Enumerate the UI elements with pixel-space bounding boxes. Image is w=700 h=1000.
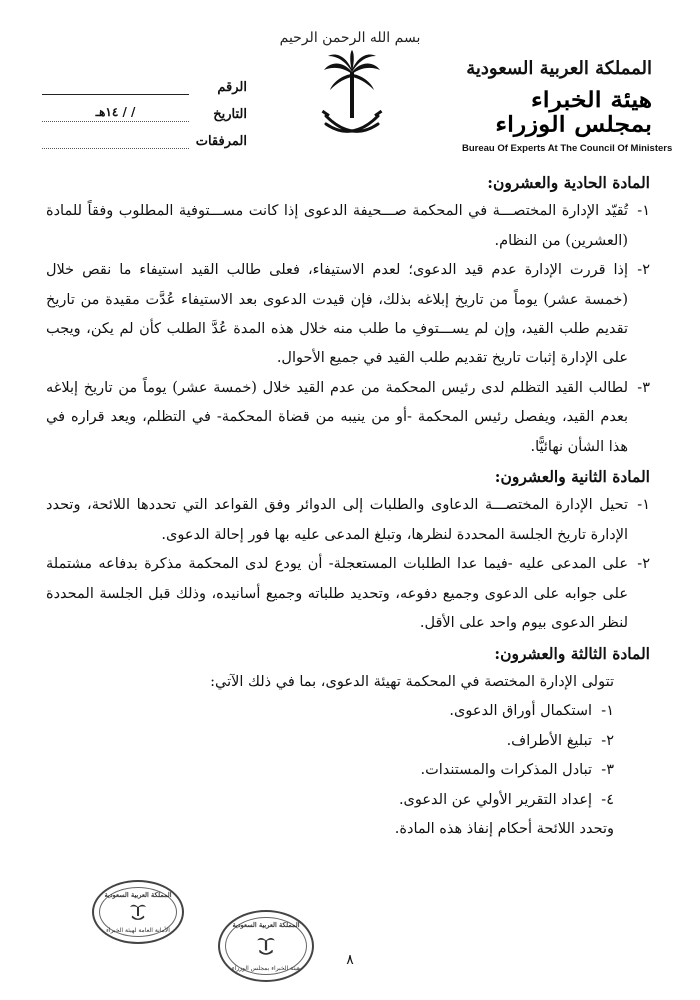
palm-swords-emblem-icon <box>320 50 384 142</box>
clause-number: ١- <box>637 497 650 514</box>
clause-text: لطالب القيد التظلم لدى رئيس المحكمة من عدم القيد خلال (خمسة عشر) يوماً من تاريخ إبلاغه بعدم القيد، ويفصل رئيس المحكمة -أو من ينيبه من قضاة المحكمة- في التظلم، ويعد قراره في هذا الشأن نهائيًّا. <box>46 379 628 455</box>
article-21-clause-2 <box>46 256 650 374</box>
bismillah: بسم الله الرحمن الرحيم <box>279 30 421 46</box>
article-23-closing: وتحدد اللائحة أحكام إنفاذ هذه المادة. <box>394 820 614 837</box>
clause-number: ٢- <box>637 556 650 573</box>
article-23-item-2 <box>46 727 650 756</box>
clause-number: ٣- <box>637 379 650 396</box>
article-22-title: المادة الثانية والعشرون: <box>494 467 650 487</box>
official-seal <box>92 880 184 944</box>
date-value: / / ١٤هـ <box>42 105 189 122</box>
official-seal <box>218 910 314 982</box>
date-label: التاريخ <box>213 107 247 122</box>
number-label: الرقم <box>217 80 247 95</box>
clause-text: إذا قررت الإدارة عدم قيد الدعوى؛ لعدم الاستيفاء، فعلى طالب القيد استيفاء ما نقص خلال (خمسة عشر) يوماً من تاريخ إبلاغه بذلك، فإن قيدت الدعوى بعد الاستيفاء عُدَّت مقيدة من تاريخ تقديم طلب القيد، وإن لم يســـتوفِ ما طلب منه خلال هذه المدة عُدَّ الطلب كأن لم يكن، ويجب على الإدارة إثبات تاريخ تقديم طلب القيد في جميع الأحوال. <box>46 262 628 367</box>
clause-text: على المدعى عليه -فيما عدا الطلبات المستعجلة- أن يودع لدى المحكمة مذكرة بدفاعه مشتملة على جوابه على الدعوى وجميع دفوعه، وتحديد طلباته وجميع أسانيده، وذلك قبل الجلسة المحددة لنظر الدعوى بيوم واحد على الأقل. <box>46 556 628 632</box>
clause-text: تحيل الإدارة المختصـــة الدعاوى والطلبات إلى الدوائر وفق القواعد التي تحددها اللائحة، وتحدد الإدارة تاريخ الجلسة المحددة لنظرها، وتبلغ المدعى عليه بها فور إحالة الدعوى. <box>46 497 628 543</box>
reference-fields <box>42 68 247 149</box>
article-23-item-1 <box>46 697 650 726</box>
bureau-name-en: Bureau Of Experts At The Council Of Ministers <box>462 143 673 154</box>
article-23-intro: تتولى الإدارة المختصة في المحكمة تهيئة الدعوى، بما في ذلك الآتي: <box>210 673 614 690</box>
attachments-field <box>42 122 247 149</box>
item-text: استكمال أوراق الدعوى. <box>449 703 592 720</box>
article-21-clause-3 <box>46 374 650 462</box>
clause-number: ٢- <box>637 262 650 279</box>
item-number: ٣- <box>601 762 614 779</box>
item-text: إعداد التقرير الأولي عن الدعوى. <box>398 791 592 808</box>
attachments-label: المرفقات <box>195 134 247 149</box>
page-number: ٨ <box>346 952 354 968</box>
number-line <box>42 78 189 95</box>
item-number: ٤- <box>601 791 614 808</box>
seal-text-bottom: هيئة الخبراء بمجلس الوزراء <box>231 965 301 972</box>
item-text: تبادل المذكرات والمستندات. <box>420 762 592 779</box>
bureau-name-ar: هيئة الخبراء بمجلس الوزراء <box>495 87 652 137</box>
seal-text-top: المملكة العربية السعودية <box>232 921 300 929</box>
article-21-clause-1 <box>46 197 650 256</box>
number-field <box>42 68 247 95</box>
article-21-title: المادة الحادية والعشرون: <box>487 173 650 192</box>
document-body <box>46 168 650 844</box>
clause-text: تُقيّد الإدارة المختصـــة في المحكمة صـــحيفة الدعوى إذا كانت مســـتوفية المطلوب وفقاً للمادة (العشرين) من النظام. <box>46 203 628 249</box>
article-22-clause-2 <box>46 550 650 638</box>
article-23-item-3 <box>46 756 650 785</box>
attachments-line <box>42 132 189 149</box>
seal-text-top: المملكة العربية السعودية <box>104 891 172 899</box>
seal-text-bottom: الأمانة العامة لهيئة الخبراء <box>106 927 170 934</box>
item-number: ٢- <box>601 732 614 749</box>
seal-emblem-icon <box>130 902 146 922</box>
article-23-title: المادة الثالثة والعشرون: <box>494 643 650 663</box>
article-23-item-4 <box>46 786 650 815</box>
kingdom-name: المملكة العربية السعودية <box>466 58 652 79</box>
item-text: تبليغ الأطراف. <box>506 732 592 749</box>
letterhead <box>462 58 673 154</box>
clause-number: ١- <box>637 203 650 220</box>
date-field <box>42 95 247 122</box>
article-22-clause-1 <box>46 491 650 550</box>
item-number: ١- <box>601 703 614 720</box>
